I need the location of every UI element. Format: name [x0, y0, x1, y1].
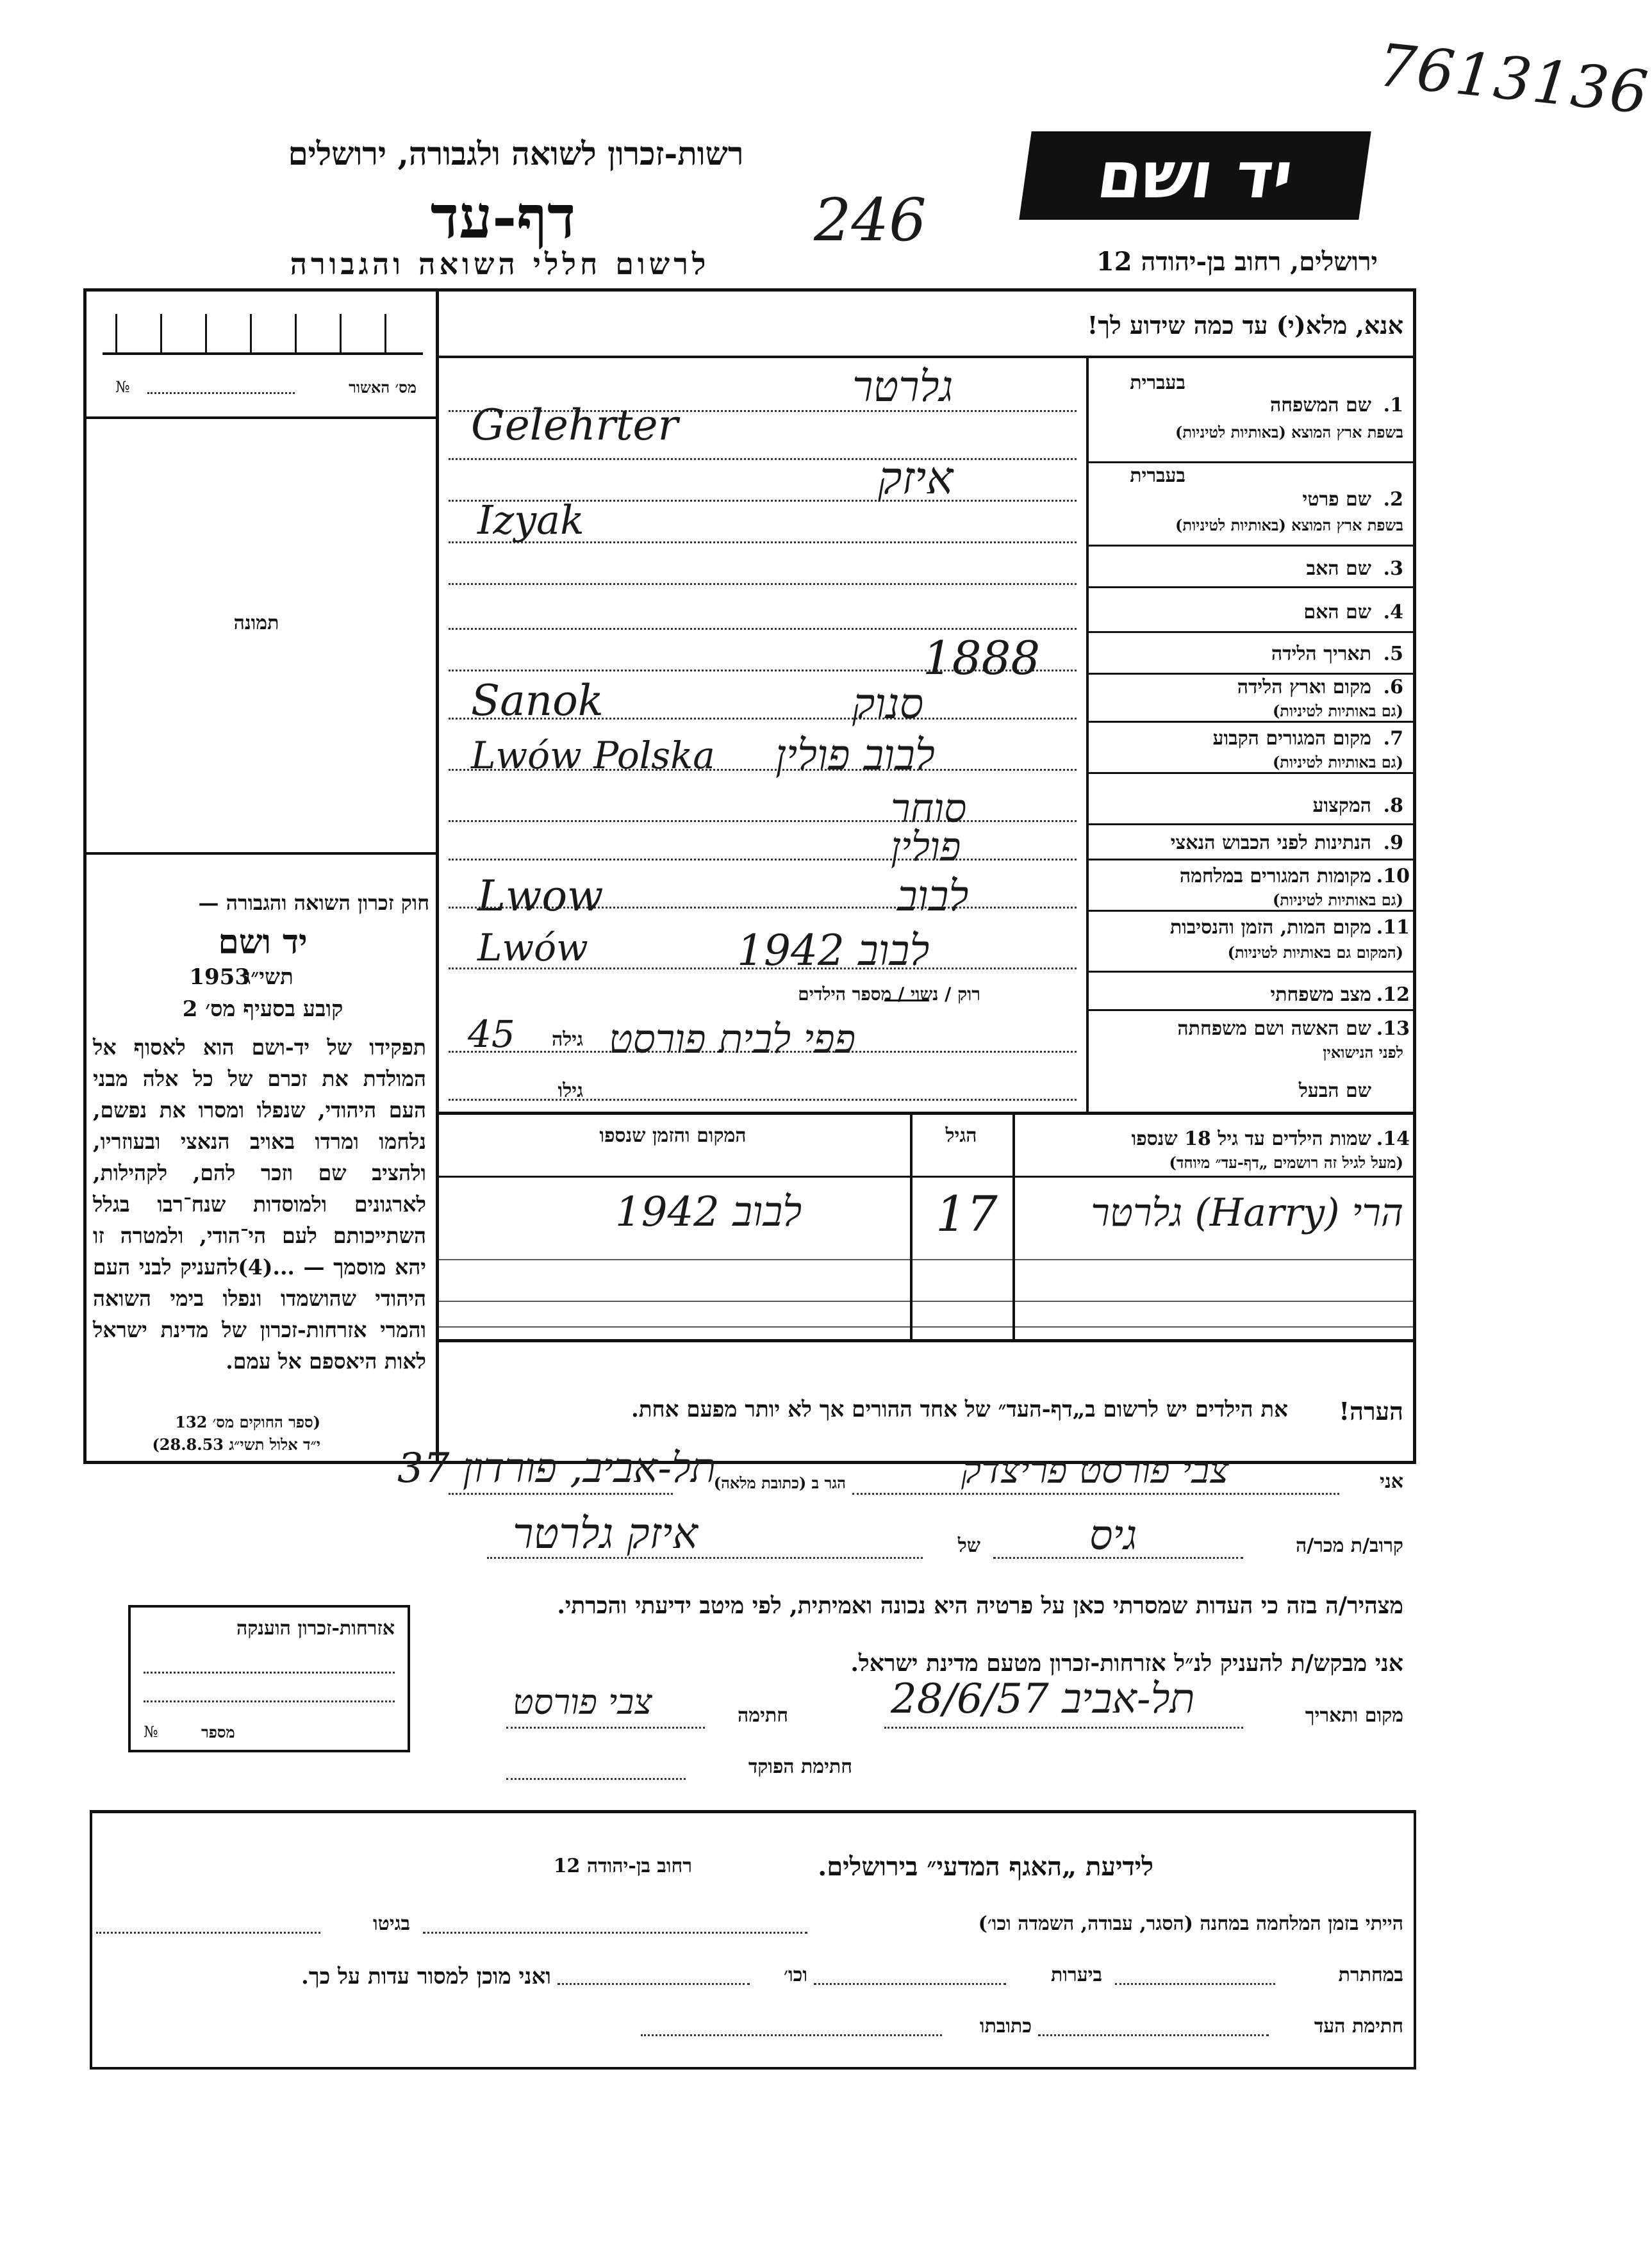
- field-13-sublabel: לפני הנישואין: [1323, 1043, 1403, 1062]
- field-9-label: הנתינות לפני הכבוש הנאצי: [1170, 832, 1371, 854]
- field-11-number: 11.: [1376, 916, 1410, 939]
- field-2-value-hebrew[interactable]: איזק: [878, 452, 954, 504]
- citizenship-number-label: מספר: [201, 1723, 235, 1741]
- relation[interactable]: גיס: [1089, 1512, 1137, 1560]
- field-5-label: תאריך הלידה: [1271, 643, 1371, 665]
- field-7-label: מקום המגורים הקבוע: [1212, 727, 1371, 750]
- law-text: תפקידו של יד-ושם הוא לאסוף אל המולדת את זכרם של כל אלה מבני העם היהודי, שנפלו ומסרו את נפשם, נלחמו ומרדו באויב הנאצי ובעוזריו, ולהציב שם וזכר להם, לקהילות, לארגונים ולמוסדות שנח־רבו בגלל השתייכותם לעם הי־הודי, ולמטרה זו יהא מוסמך — ...(4)להעניק לבני העם היהודי שהושמדו ונפלו בימי השואה והמרי אזרחות-זכרון של מדינת ישראל לאות היאספם אל עמם.: [93, 1035, 427, 1374]
- field-1-value-latin[interactable]: Gelehrter: [471, 400, 679, 450]
- field-10-value-latin[interactable]: Lwow: [477, 871, 604, 921]
- field-7-sublabel: (גם באותיות לטיניות): [1272, 753, 1403, 771]
- declarant-address[interactable]: תל-אביב, פורדון 37: [397, 1445, 716, 1492]
- yad-vashem-logo: [1019, 131, 1371, 220]
- field-11-label: מקום המות, הזמן והנסיבות: [1169, 916, 1371, 939]
- footer-forests: ביערות: [1050, 1964, 1102, 1986]
- field-8-value[interactable]: סוחר: [891, 785, 967, 832]
- law-reference-1: (ספר החוקים מס׳ 132: [175, 1413, 320, 1431]
- field-10-number: 10.: [1376, 865, 1410, 887]
- field-11-value-latin[interactable]: Lwów: [477, 926, 588, 969]
- field-6-sublabel: (גם באותיות לטיניות): [1272, 702, 1403, 720]
- field-5-value[interactable]: 1888: [923, 631, 1041, 685]
- footer-line-1: הייתי בזמן המלחמה במחנה (הסגר, עבודה, השמדה וכו׳): [978, 1913, 1403, 1935]
- footer-witness-address: כתובתו: [979, 2015, 1032, 2037]
- law-year: 1953: [189, 964, 250, 990]
- form-title: דף-עד: [430, 183, 576, 252]
- field-5-number: 5.: [1383, 643, 1403, 665]
- husband-age-label: גילו: [558, 1080, 583, 1102]
- field-2-number: 2.: [1383, 488, 1403, 511]
- field-11-sublabel: (המקום גם באותיות לטיניות): [1227, 943, 1403, 962]
- field-12-label: מצב משפחתי: [1270, 984, 1371, 1006]
- note-label: הערה!: [1339, 1397, 1403, 1426]
- children-age-header: הגיל: [945, 1124, 977, 1147]
- field-4-number: 4.: [1383, 601, 1403, 623]
- official-signature-label: חתימת הפוקד: [748, 1756, 852, 1778]
- field-2-label: שם פרטי: [1302, 488, 1371, 511]
- field-10-label: מקומות המגורים במלחמה: [1179, 865, 1371, 887]
- children-number: 14.: [1376, 1128, 1410, 1150]
- field-10-sublabel: (גם באותיות לטיניות): [1272, 891, 1403, 909]
- field-6-label: מקום וארץ הלידה: [1237, 676, 1371, 698]
- field-3-number: 3.: [1383, 557, 1403, 580]
- law-name: יד ושם: [218, 923, 308, 962]
- child-name[interactable]: הרי (Harry) גלרטר: [1091, 1190, 1403, 1235]
- field-13-value[interactable]: פפי לבית פורסט: [609, 1016, 856, 1062]
- child-age[interactable]: 17: [936, 1185, 998, 1242]
- declaration-request: אני מבקש/ת להעניק לנ״ל אזרחות-זכרון מטעם מדינת ישראל.: [850, 1650, 1403, 1677]
- field-7-value-latin[interactable]: Lwów Polska: [471, 734, 715, 777]
- field-10-value-hebrew[interactable]: לבוב: [897, 871, 969, 921]
- field-3-label: שם האב: [1306, 557, 1371, 580]
- field-13-age[interactable]: 45: [468, 1012, 515, 1056]
- photo-label: תמונה: [233, 612, 279, 634]
- approval-number-symbol: №: [115, 378, 130, 396]
- footer-etc: וכו׳: [784, 1964, 807, 1986]
- field-8-label: המקצוע: [1312, 794, 1371, 817]
- footer-title: לידיעת „האגף המדעי״ בירושלים.: [818, 1852, 1153, 1882]
- field-1-value-hebrew[interactable]: גלרטר: [852, 362, 954, 411]
- logo-text: יד ושם: [1093, 138, 1298, 213]
- field-1-hebrew-tag: בעברית: [1130, 372, 1185, 394]
- field-12-number: 12.: [1376, 984, 1410, 1006]
- archive-number: 7613136: [1375, 31, 1652, 128]
- field-11-value-hebrew[interactable]: לבוב 1942: [737, 926, 930, 975]
- field-1-label: שם המשפחה: [1269, 394, 1371, 416]
- field-13-number: 13.: [1376, 1017, 1410, 1040]
- of-label: של: [957, 1535, 980, 1557]
- page-mark: 246: [814, 186, 927, 254]
- place-date-label: מקום ותאריך: [1305, 1704, 1403, 1727]
- field-6-value-hebrew[interactable]: סנוק: [852, 679, 924, 728]
- field-6-number: 6.: [1383, 676, 1403, 698]
- code-boxes: [103, 308, 423, 355]
- citizenship-box: [128, 1605, 410, 1752]
- header-address: ירושלים, רחוב בן-יהודה 12: [1096, 247, 1378, 277]
- approval-number-field[interactable]: [147, 392, 295, 394]
- field-12-options[interactable]: רוק / נשוי / מספר הילדים: [798, 984, 980, 1005]
- approval-number-label: מס׳ האשור: [349, 378, 417, 397]
- field-8-number: 8.: [1383, 794, 1403, 817]
- signature-label: חתימה: [738, 1704, 788, 1727]
- children-sublabel: (מעל לגיל זה רושמים „דף-עד״ מיוחד): [1169, 1153, 1403, 1172]
- signature[interactable]: צבי פורסט: [513, 1682, 652, 1722]
- children-heading: שמות הילדים עד גיל 18 שנספו: [1131, 1128, 1371, 1150]
- field-7-number: 7.: [1383, 727, 1403, 750]
- intro-instruction: אנא, מלא(י) עד כמה שידוע לך!: [1087, 311, 1403, 340]
- law-reference-2: י״ד אלול תשי״ג 28.8.53): [152, 1435, 320, 1454]
- field-2-sublabel: בשפת ארץ המוצא (באותיות לטיניות): [1175, 516, 1403, 534]
- field-2-hebrew-tag: בעברית: [1130, 465, 1185, 487]
- form-subtitle: לרשום חללי השואה והגבורה: [290, 247, 710, 281]
- field-1-sublabel: בשפת ארץ המוצא (באותיות לטיניות): [1175, 423, 1403, 441]
- field-9-value[interactable]: פולין: [891, 823, 961, 870]
- relative-label: קרוב/ת מכר/ה: [1295, 1535, 1403, 1557]
- declaration-i: אני: [1380, 1470, 1403, 1493]
- field-4-label: שם האם: [1303, 601, 1371, 623]
- field-9-number: 9.: [1383, 832, 1403, 854]
- organization-name: רשות-זכרון לשואה ולגבורה, ירושלים: [288, 135, 744, 172]
- citizenship-number-symbol: №: [144, 1723, 158, 1741]
- law-year-heb: תשי״ג: [244, 964, 293, 990]
- declarant-name[interactable]: צבי פורסט פריצדק: [961, 1448, 1229, 1492]
- note-text: את הילדים יש לרשום ב„דף-העד״ של אחד ההורים אך לא יותר מפעם אחת.: [631, 1397, 1288, 1422]
- child-place[interactable]: לבוב 1942: [615, 1189, 802, 1236]
- relative-name[interactable]: איזק גלרטר: [513, 1509, 698, 1558]
- declaration-statement: מצהיר/ה בזה כי העדות שמסרתי כאן על פרטיה היא נכונה ואמיתית, לפי מיטב ידיעתי והכרתי.: [557, 1592, 1403, 1619]
- husband-label: שם הבעל: [1298, 1080, 1371, 1102]
- declaration-resides: הגר ב (כתובת מלאה): [713, 1474, 846, 1492]
- footer-address: רחוב בן-יהודה 12: [553, 1855, 692, 1877]
- footer-willing: ואני מוכן למסור עדות על כך.: [301, 1964, 551, 1989]
- field-6-value-latin[interactable]: Sanok: [471, 676, 604, 725]
- field-12-selection-mark: [884, 1000, 929, 1001]
- field-2-value-latin[interactable]: Izyak: [477, 497, 584, 543]
- law-section: קובע בסעיף מס׳ 2: [182, 996, 343, 1022]
- footer-ghetto: בגיטו: [372, 1913, 410, 1935]
- law-heading: חוק זכרון השואה והגבורה —: [198, 891, 429, 915]
- citizenship-box-title: אזרחות-זכרון הוענקה: [236, 1617, 395, 1640]
- place-date[interactable]: תל-אביב 28/6/57: [891, 1675, 1195, 1723]
- field-1-number: 1.: [1383, 394, 1403, 416]
- footer-underground: במחתרת: [1338, 1964, 1403, 1986]
- children-place-header: המקום והזמן שנספו: [599, 1124, 747, 1147]
- footer-witness-signature: חתימת העד: [1314, 2015, 1403, 2037]
- field-7-value-hebrew[interactable]: לבוב פולין: [775, 730, 935, 780]
- field-13-label: שם האשה ושם משפחתה: [1177, 1017, 1371, 1040]
- field-13-age-label: גילה: [551, 1028, 583, 1051]
